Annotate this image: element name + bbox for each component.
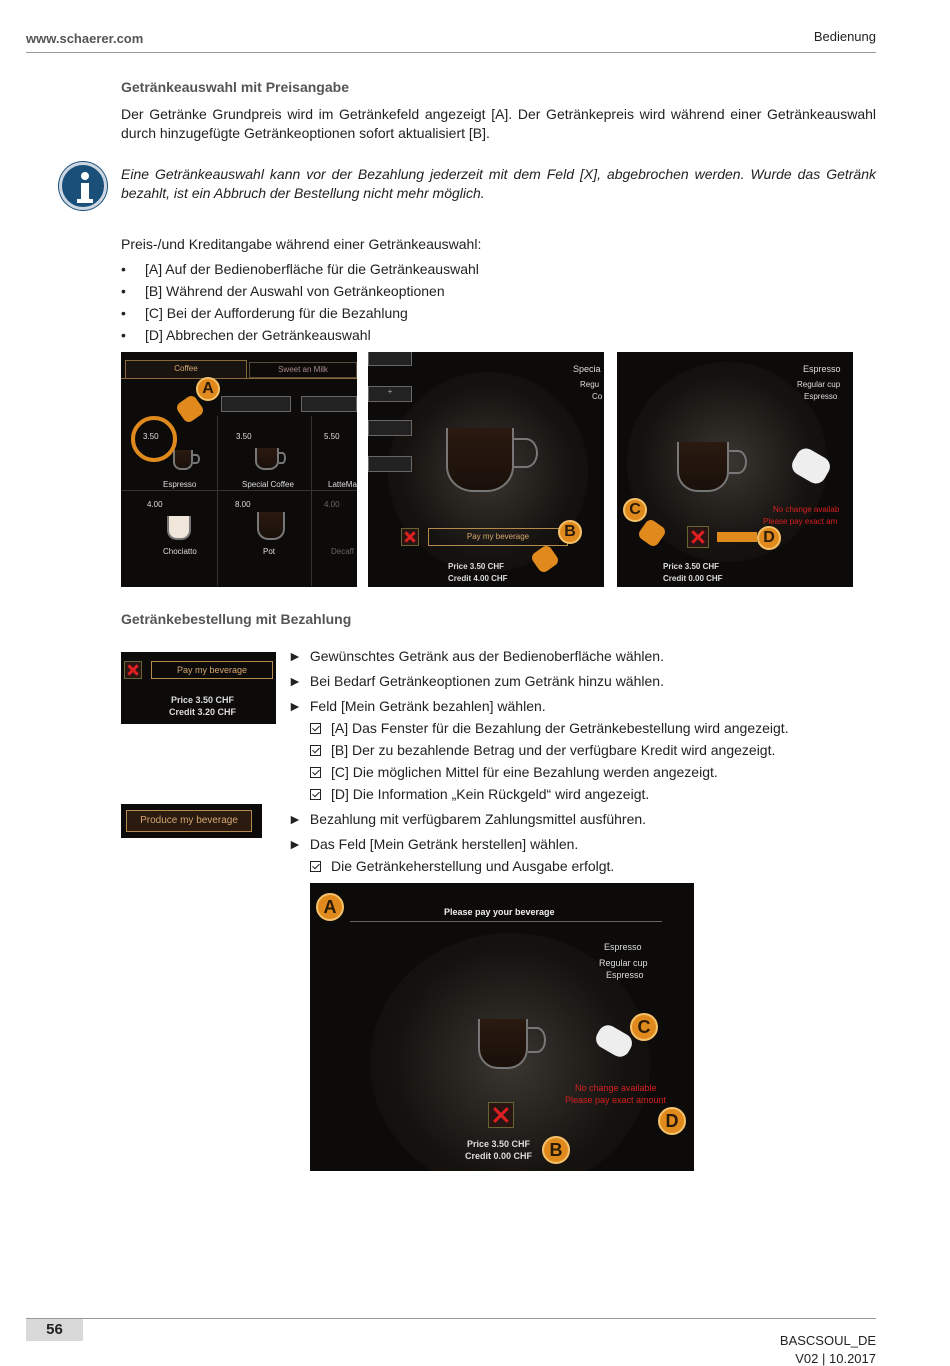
no-change-text: No change available: [575, 1083, 657, 1093]
tile-price: 3.50: [236, 432, 252, 441]
price-label: Price 3.50 CHF: [467, 1139, 531, 1149]
check-item: [D] Die Information „Kein Rückgeld“ wird angezeigt.: [288, 783, 878, 805]
beverage-sub: Espresso: [606, 970, 644, 980]
credit-label: Credit 0.00 CHF: [465, 1151, 533, 1161]
screenshot-produce-button: [121, 804, 262, 838]
section-heading-payment: Getränkebestellung mit Bezahlung: [121, 611, 352, 627]
check-item: [C] Die möglichen Mittel für eine Bezahlung werden angezeigt.: [288, 761, 878, 783]
cancel-x-button[interactable]: [401, 528, 419, 546]
pay-beverage-button[interactable]: Pay my beverage: [428, 528, 568, 546]
check-item: [A] Das Fenster für die Bezahlung der Getränkebestellung wird angezeigt.: [288, 717, 878, 739]
list-item: • [C] Bei der Aufforderung für die Bezahlung: [121, 302, 821, 324]
list-item: • [D] Abbrechen der Getränkeauswahl: [121, 324, 821, 346]
beverage-name: Espresso: [604, 942, 642, 952]
label-badge-a: A: [196, 377, 220, 401]
pay-exact-text: Please pay exact am: [763, 517, 838, 526]
label-badge-a: A: [316, 893, 344, 921]
plus-button[interactable]: +: [368, 386, 412, 402]
checkbox-icon: [310, 767, 321, 778]
cancel-x-button[interactable]: [687, 526, 709, 548]
screenshot-beverage-options: [368, 352, 604, 587]
info-note: Eine Getränkeauswahl kann vor der Bezahlung jederzeit mit dem Feld [X], abgebrochen werden. Wurde das Getränk bezahlt, ist ein Abbruch der Bestellung nicht mehr möglich.: [121, 166, 876, 201]
tile-price: 8.00: [235, 500, 251, 509]
checkbox-icon: [310, 789, 321, 800]
section-title: Bedienung: [813, 29, 876, 44]
tile-name: Espresso: [163, 480, 197, 489]
cancel-x-button[interactable]: [488, 1102, 514, 1128]
info-icon: [59, 162, 107, 210]
price-label: Price 3.50 CHF: [171, 695, 235, 705]
tile-price: 3.50: [143, 432, 159, 441]
tile-price: 4.00: [324, 500, 340, 509]
list-item: • [A] Auf der Bedienoberfläche für die Getränkeauswahl: [121, 258, 821, 280]
label-badge-d: D: [658, 1107, 686, 1135]
screenshot-beverage-selection: [121, 352, 357, 587]
price-label: Price 3.50 CHF: [448, 562, 505, 571]
payment-title: Please pay your beverage: [444, 907, 555, 917]
page-number: 56: [26, 1319, 83, 1341]
tile-name: Decaff: [331, 547, 354, 556]
price-label: Price 3.50 CHF: [663, 562, 720, 571]
pay-exact-text: Please pay exact amount: [565, 1095, 667, 1105]
screenshot-pay-button: [121, 652, 276, 724]
produce-beverage-button[interactable]: Produce my beverage: [126, 810, 252, 832]
strength-buttons[interactable]: [301, 396, 357, 412]
step-item: ► Das Feld [Mein Getränk herstellen] wählen.: [288, 836, 579, 852]
website-url: www.schaerer.com: [26, 31, 144, 46]
filter-buttons[interactable]: [221, 396, 291, 412]
cup-size: Regular cup: [599, 958, 648, 968]
label-badge-b: B: [558, 520, 582, 544]
check-item: Die Getränkeherstellung und Ausgabe erfolgt.: [288, 855, 878, 877]
step-item: ► Gewünschtes Getränk aus der Bedienoberfläche wählen.: [288, 648, 664, 664]
pay-beverage-button[interactable]: Pay my beverage: [151, 661, 273, 679]
strength-button[interactable]: [368, 352, 412, 366]
credit-label: Credit 3.20 CHF: [169, 707, 237, 717]
tab-coffee[interactable]: Coffee: [125, 360, 247, 378]
tile-price: 4.00: [147, 500, 163, 509]
tile-name: Chociatto: [163, 547, 197, 556]
label-badge-b: B: [542, 1136, 570, 1164]
list-intro: Preis-/und Kreditangabe während einer Getränkeauswahl:: [121, 236, 482, 252]
tile-price: 5.50: [324, 432, 340, 441]
highlight-circle: [131, 416, 177, 462]
list-item: • [B] Während der Auswahl von Getränkeoptionen: [121, 280, 821, 302]
footer-divider: [26, 1318, 876, 1319]
label-badge-c: C: [623, 498, 647, 522]
screenshot-pay-your-beverage: [310, 883, 694, 1171]
header-divider: [26, 52, 876, 53]
tile-name: LatteMa: [328, 480, 357, 489]
beverage-sub: Co: [592, 392, 603, 401]
step-item: ► Feld [Mein Getränk bezahlen] wählen.: [288, 698, 546, 714]
no-change-text: No change availab: [773, 505, 840, 514]
label-badge-d: D: [757, 526, 781, 550]
beverage-name: Espresso: [803, 364, 841, 374]
step-item: ► Bezahlung mit verfügbarem Zahlungsmittel ausführen.: [288, 811, 647, 827]
checkbox-icon: [310, 723, 321, 734]
bullet-list: [121, 258, 821, 346]
checkbox-icon: [310, 861, 321, 872]
cancel-x-button[interactable]: [124, 661, 142, 679]
intro-paragraph: Der Getränke Grundpreis wird im Getränkefeld angezeigt [A]. Der Getränkepreis wird während einer Getränkeauswahl durch hinzugefügte Getränkeoptionen sofort aktualisiert [B].: [121, 106, 876, 141]
section-heading-price: Getränkeauswahl mit Preisangabe: [121, 79, 349, 95]
arrow-icon: [717, 532, 757, 542]
next-button[interactable]: [368, 456, 412, 472]
label-badge-c: C: [630, 1013, 658, 1041]
steps-list: [288, 645, 878, 877]
checkbox-icon: [310, 745, 321, 756]
beverage-sub: Espresso: [804, 392, 838, 401]
document-id: BASCSOUL_DE: [779, 1333, 876, 1348]
tile-name: Special Coffee: [242, 480, 294, 489]
cup-size: Regu: [580, 380, 600, 389]
document-version: V02 | 10.2017: [795, 1351, 876, 1366]
check-item: [B] Der zu bezahlende Betrag und der verfügbare Kredit wird angezeigt.: [288, 739, 878, 761]
cup-size: Regular cup: [797, 380, 841, 389]
credit-label: Credit 4.00 CHF: [448, 574, 508, 583]
step-item: ► Bei Bedarf Getränkeoptionen zum Getränk hinzu wählen.: [288, 673, 664, 689]
tile-name: Pot: [263, 547, 276, 556]
tab-sweet-milk[interactable]: Sweet an Milk: [249, 362, 357, 378]
cup-option-button[interactable]: [368, 420, 412, 436]
beverage-name: Specia: [573, 364, 601, 374]
credit-label: Credit 0.00 CHF: [663, 574, 723, 583]
screenshot-payment-request: [617, 352, 853, 587]
